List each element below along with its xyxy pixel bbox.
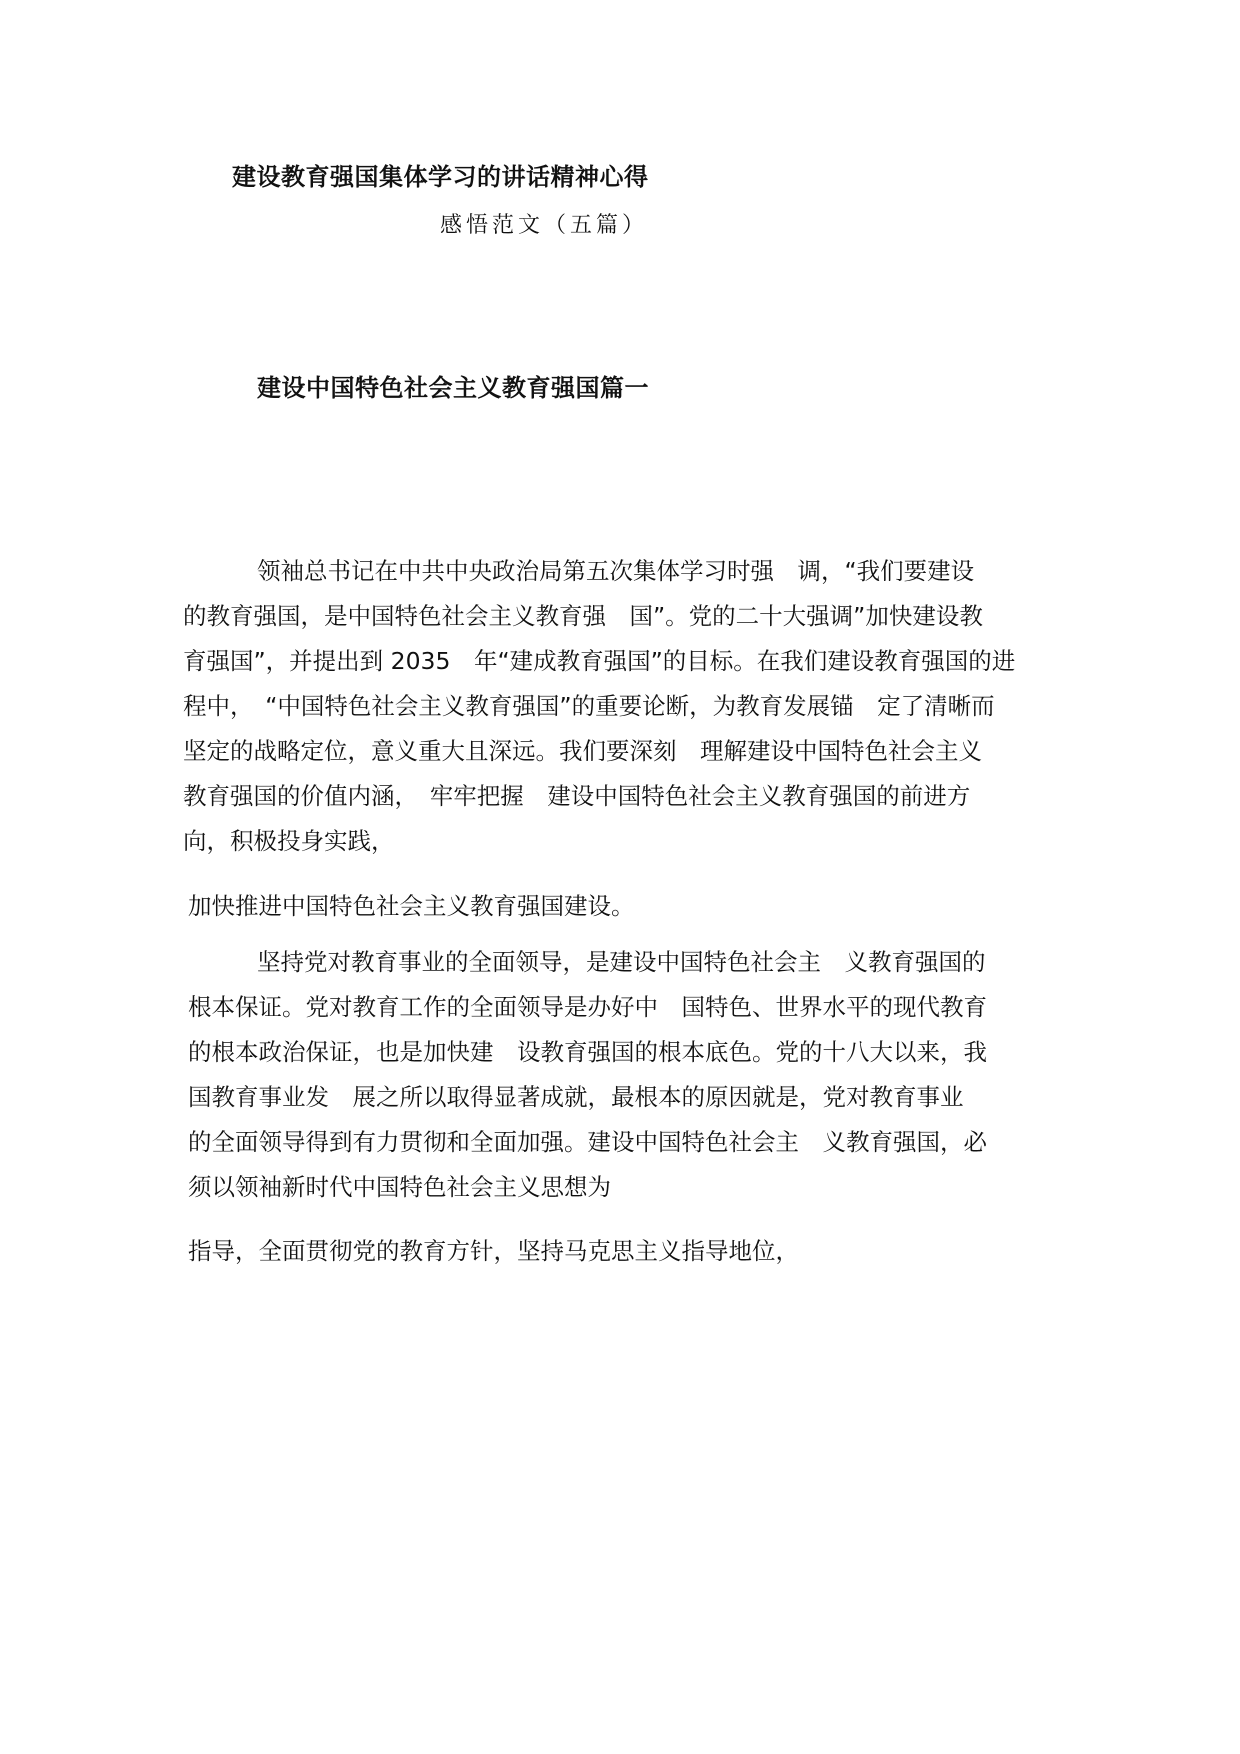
paragraph3-line: 的全面领导得到有力贯彻和全面加强。建设中国特色社会主 义教育强国，必 <box>188 1128 987 1156</box>
document-title: 建设教育强国集体学习的讲话精神心得 <box>232 163 649 191</box>
paragraph1-line: 领袖总书记在中共中央政治局第五次集体学习时强 调，“我们要建设 <box>257 557 975 585</box>
paragraph3-line: 国教育事业发 展之所以取得显著成就，最根本的原因就是，党对教育事业 <box>188 1083 964 1111</box>
paragraph3-line: 的根本政治保证，也是加快建 设教育强国的根本底色。党的十八大以来，我 <box>188 1038 987 1066</box>
document-subtitle: 感悟范文（五篇） <box>440 213 649 238</box>
paragraph1-line: 的教育强国，是中国特色社会主义教育强 国”。党的二十大强调”加快建设教 <box>183 602 983 630</box>
paragraph4-line: 指导，全面贯彻党的教育方针，坚持马克思主义指导地位， <box>188 1237 799 1265</box>
paragraph1-line: 坚定的战略定位，意义重大且深远。我们要深刻 理解建设中国特色社会主义 <box>183 737 982 765</box>
section-heading: 建设中国特色社会主义教育强国篇一 <box>257 374 649 402</box>
paragraph3-line: 根本保证。党对教育工作的全面领导是办好中 国特色、世界水平的现代教育 <box>188 993 987 1021</box>
paragraph2-line: 加快推进中国特色社会主义教育强国建设。 <box>188 892 635 920</box>
paragraph1-line: 程中， “中国特色社会主义教育强国”的重要论断，为教育发展锚 定了清晰而 <box>183 692 995 720</box>
paragraph1-line: 育强国”，并提出到 2035 年“建成教育强国”的目标。在我们建设教育强国的进 <box>183 647 1016 675</box>
paragraph1-line: 向，积极投身实践， <box>183 827 395 855</box>
paragraph1-line: 教育强国的价值内涵， 牢牢把握 建设中国特色社会主义教育强国的前进方 <box>183 782 971 810</box>
paragraph3-line: 坚持党对教育事业的全面领导，是建设中国特色社会主 义教育强国的 <box>257 948 986 976</box>
paragraph3-line: 须以领袖新时代中国特色社会主义思想为 <box>188 1173 611 1201</box>
